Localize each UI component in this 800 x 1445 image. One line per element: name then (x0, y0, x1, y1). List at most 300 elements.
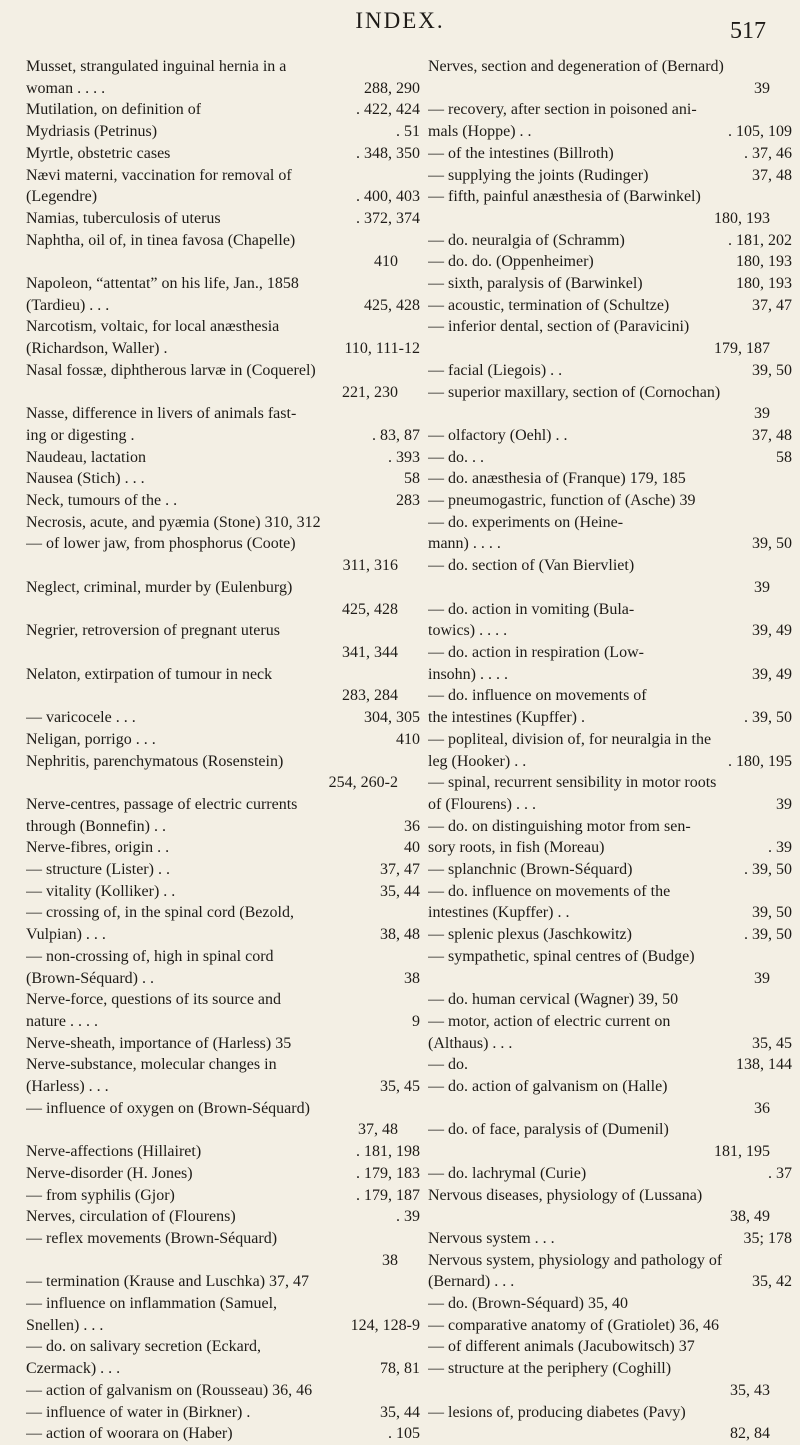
index-entry (428, 1358, 792, 1380)
index-entry (26, 1163, 420, 1185)
index-entry (428, 143, 792, 165)
index-entry (428, 1293, 792, 1315)
index-entry (428, 1185, 792, 1207)
entry-text: — do. action in vomiting (Bula- (428, 600, 635, 618)
entry-text: nature . . . . (26, 1012, 98, 1030)
entry-text: — influence of water in (Birkner) . (26, 1403, 251, 1421)
index-entry (26, 924, 420, 946)
entry-text: Negrier, retroversion of pregnant uterus (26, 622, 280, 640)
entry-page-refs: 283 (396, 492, 420, 510)
entry-text: — do. of face, paralysis of (Dumenil) (428, 1121, 669, 1139)
entry-text: leg (Hooker) . . (428, 752, 527, 770)
index-entry (428, 490, 792, 512)
index-entry (26, 946, 420, 968)
entry-text: — spinal, recurrent sensibility in motor roots (428, 774, 717, 792)
index-entry (26, 1011, 420, 1033)
entry-page-refs: . 105 (388, 1425, 420, 1443)
index-entry (428, 208, 792, 230)
entry-text: — varicocele . . . (26, 709, 136, 727)
index-entry (26, 555, 420, 577)
index-entry (26, 685, 420, 707)
index-entry (26, 165, 420, 187)
entry-text: Nerve-disorder (H. Jones) (26, 1164, 193, 1182)
entry-text: Musset, strangulated inguinal hernia in a (26, 58, 287, 75)
index-entry (26, 512, 420, 534)
entry-page-refs: 35, 42 (752, 1273, 792, 1291)
entry-text: (Brown-Séquard) . . (26, 969, 154, 987)
entry-text: Napoleon, “attentat” on his life, Jan., 1858 (26, 275, 299, 293)
index-entry (428, 642, 792, 664)
entry-page-refs: 311, 316 (342, 557, 398, 575)
entry-text: — influence of oxygen on (Brown-Séquard) (26, 1099, 310, 1117)
entry-text: — of lower jaw, from phosphorus (Coote) (26, 535, 296, 553)
entry-page-refs: . 179, 187 (356, 1186, 420, 1204)
entry-page-refs: 341, 344 (342, 643, 398, 661)
entry-text: woman . . . . (26, 79, 106, 97)
entry-text: Snellen) . . . (26, 1316, 104, 1334)
entry-text: — motor, action of electric current on (428, 1012, 671, 1030)
entry-page-refs: . 39, 50 (744, 926, 792, 944)
index-entry (26, 490, 420, 512)
index-entry (428, 707, 792, 729)
index-entry (428, 968, 792, 990)
entry-text: the intestines (Kupffer) . (428, 709, 585, 727)
entry-page-refs: 254, 260-2 (328, 774, 398, 792)
page-number: 517 (730, 18, 766, 44)
entry-text: — splanchnic (Brown-Séquard) (428, 861, 633, 879)
entry-text: Nervous diseases, physiology of (Lussana) (428, 1186, 703, 1204)
index-column-left (26, 56, 420, 1445)
entry-text: — vitality (Kolliker) . . (26, 882, 176, 900)
entry-page-refs: . 39, 50 (744, 709, 792, 727)
entry-text: — facial (Liegois) . . (428, 361, 563, 379)
index-entry (428, 1315, 792, 1337)
index-entry (428, 1076, 792, 1098)
entry-text: — influence on inflammation (Samuel, (26, 1295, 278, 1313)
entry-text: — from syphilis (Gjor) (26, 1186, 175, 1204)
entry-page-refs: 37, 48 (752, 166, 792, 184)
entry-text: (Tardieu) . . . (26, 296, 110, 314)
index-entry (26, 1336, 420, 1358)
entry-text: — do. influence on movements of (428, 687, 647, 705)
entry-page-refs: 410 (396, 730, 420, 748)
entry-text: (Richardson, Waller) . (26, 340, 168, 358)
entry-page-refs: 37, 48 (752, 426, 792, 444)
index-entry (26, 881, 420, 903)
index-entry (428, 989, 792, 1011)
index-entry (428, 1402, 792, 1424)
entry-text: — do. do. (Oppenheimer) (428, 253, 594, 271)
index-entry (428, 230, 792, 252)
entry-text: — do. human cervical (Wagner) 39, 50 (428, 991, 679, 1009)
index-entry (428, 403, 792, 425)
entry-page-refs: 39, 50 (752, 535, 792, 553)
index-entry (428, 555, 792, 577)
entry-text: — sixth, paralysis of (Barwinkel) (428, 275, 643, 293)
index-entry (428, 425, 792, 447)
entry-text: — do. experiments on (Heine- (428, 513, 624, 531)
index-entry (26, 251, 420, 273)
index-entry (428, 121, 792, 143)
entry-page-refs: 425, 428 (364, 296, 420, 314)
entry-text: — do. anæsthesia of (Franque) 179, 185 (428, 470, 686, 488)
index-entry (26, 729, 420, 751)
index-entry (26, 1402, 420, 1424)
entry-text: Mydriasis (Petrinus) (26, 123, 158, 141)
entry-text: towics) . . . . (428, 622, 508, 640)
index-entry (26, 78, 420, 100)
entry-text: — structure (Lister) . . (26, 861, 170, 879)
index-entry (26, 1076, 420, 1098)
index-entry (26, 989, 420, 1011)
entry-text: Namias, tuberculosis of uterus (26, 209, 221, 227)
index-entry (26, 902, 420, 924)
index-entry (26, 859, 420, 881)
entry-page-refs: 138, 144 (736, 1056, 792, 1074)
entry-page-refs: . 393 (388, 448, 420, 466)
index-entry (26, 1033, 420, 1055)
entry-text: — splenic plexus (Jaschkowitz) (428, 926, 632, 944)
entry-text: — do. neuralgia of (Schramm) (428, 231, 625, 249)
entry-text: ing or digesting . (26, 426, 135, 444)
index-entry (428, 1250, 792, 1272)
entry-page-refs: 38 (382, 1251, 398, 1269)
index-entry (428, 1336, 792, 1358)
entry-text: — do. section of (Van Biervliet) (428, 557, 635, 575)
index-entry (26, 837, 420, 859)
entry-page-refs: 124, 128-9 (350, 1316, 420, 1334)
entry-text: — of different animals (Jacubowitsch) 37 (428, 1338, 695, 1356)
entry-text: insohn) . . . . (428, 665, 508, 683)
index-entry (26, 56, 420, 78)
index-entry (26, 425, 420, 447)
index-entry (428, 751, 792, 773)
index-entry (26, 968, 420, 990)
index-entry (428, 902, 792, 924)
index-entry (428, 1423, 792, 1445)
entry-text: Nervous system, physiology and pathology of (428, 1251, 723, 1269)
index-entry (428, 295, 792, 317)
entry-page-refs: 36 (404, 817, 420, 835)
entry-text: (Harless) . . . (26, 1078, 109, 1096)
entry-text: mann) . . . . (428, 535, 501, 553)
entry-page-refs: . 348, 350 (356, 144, 420, 162)
index-entry (26, 577, 420, 599)
entry-page-refs: 58 (404, 470, 420, 488)
index-entry (428, 1119, 792, 1141)
entry-page-refs: 37, 48 (358, 1121, 398, 1139)
entry-page-refs: . 37 (768, 1164, 792, 1182)
entry-page-refs: 39 (754, 405, 770, 423)
entry-text: Nervous system . . . (428, 1229, 555, 1247)
index-entry (26, 664, 420, 686)
entry-text: Nausea (Stich) . . . (26, 470, 145, 488)
entry-text: Naphtha, oil of, in tinea favosa (Chapelle) (26, 231, 296, 249)
entry-page-refs: 9 (412, 1012, 420, 1030)
entry-text: — action of woorara on (Haber) (26, 1425, 233, 1443)
index-entry (26, 316, 420, 338)
entry-page-refs: . 39 (768, 839, 792, 857)
entry-page-refs: 35, 43 (730, 1381, 770, 1399)
entry-text: — lesions of, producing diabetes (Pavy) (428, 1403, 686, 1421)
entry-page-refs: 39 (754, 969, 770, 987)
index-entry (26, 403, 420, 425)
index-entry (428, 1011, 792, 1033)
entry-page-refs: 39 (754, 79, 770, 97)
entry-page-refs: 35, 44 (380, 882, 420, 900)
entry-text: Nephritis, parenchymatous (Rosenstein) (26, 752, 284, 770)
index-entry (26, 186, 420, 208)
entry-text: — superior maxillary, section of (Cornochan) (428, 383, 721, 401)
entry-text: Mutilation, on definition of (26, 101, 202, 119)
index-entry (26, 1206, 420, 1228)
entry-text: — fifth, painful anæsthesia of (Barwinkel) (428, 188, 701, 206)
index-entry (428, 729, 792, 751)
index-entry (26, 1315, 420, 1337)
index-entry (428, 859, 792, 881)
entry-text: — comparative anatomy of (Gratiolet) 36, 46 (428, 1316, 720, 1334)
entry-page-refs: 181, 195 (714, 1143, 770, 1161)
entry-page-refs: 283, 284 (342, 687, 398, 705)
entry-text: — supplying the joints (Rudinger) (428, 166, 649, 184)
entry-page-refs: 180, 193 (736, 275, 792, 293)
entry-page-refs: 40 (404, 839, 420, 857)
entry-page-refs: 39, 50 (752, 361, 792, 379)
entry-text: — do. action in respiration (Low- (428, 643, 644, 661)
index-entry (428, 56, 792, 78)
entry-text: Nelaton, extirpation of tumour in neck (26, 665, 273, 683)
entry-text: Neligan, porrigo . . . (26, 730, 156, 748)
entry-text: Narcotism, voltaic, for local anæsthesia (26, 318, 280, 336)
entry-text: — structure at the periphery (Coghill) (428, 1360, 672, 1378)
entry-text: — do. (428, 1056, 468, 1074)
entry-page-refs: 110, 111-12 (344, 340, 420, 358)
index-entry (428, 447, 792, 469)
entry-text: — non-crossing of, high in spinal cord (26, 947, 274, 965)
index-entry (428, 1271, 792, 1293)
entry-text: — termination (Krause and Luschka) 37, 47 (26, 1273, 310, 1291)
index-entry (26, 360, 420, 382)
entry-page-refs: 35, 45 (380, 1078, 420, 1096)
entry-page-refs: . 39 (396, 1208, 420, 1226)
index-entry (26, 751, 420, 773)
entry-text: Nerve-affections (Hillairet) (26, 1143, 202, 1161)
entry-text: — popliteal, division of, for neuralgia in the (428, 730, 712, 748)
index-entry (26, 1119, 420, 1141)
entry-page-refs: 180, 193 (714, 209, 770, 227)
index-entry (26, 1098, 420, 1120)
index-entry (26, 99, 420, 121)
index-entry (26, 1141, 420, 1163)
entry-page-refs: 39 (776, 795, 792, 813)
entry-page-refs: . 181, 198 (356, 1143, 420, 1161)
index-entry (428, 837, 792, 859)
entry-text: Nævi materni, vaccination for removal of (26, 166, 292, 184)
index-entry (428, 1033, 792, 1055)
entry-text: — inferior dental, section of (Paravicini) (428, 318, 690, 336)
index-entry (428, 577, 792, 599)
index-entry (428, 186, 792, 208)
entry-page-refs: 37, 47 (380, 861, 420, 879)
index-entry (26, 121, 420, 143)
index-entry (428, 685, 792, 707)
index-entry (428, 794, 792, 816)
index-entry (428, 360, 792, 382)
entry-page-refs: 425, 428 (342, 600, 398, 618)
index-entry (26, 230, 420, 252)
index-entry (26, 1228, 420, 1250)
index-entry (428, 382, 792, 404)
entry-text: — do. action of galvanism on (Halle) (428, 1078, 668, 1096)
entry-text: Myrtle, obstetric cases (26, 144, 171, 162)
entry-text: — do. lachrymal (Curie) (428, 1164, 587, 1182)
entry-text: Neck, tumours of the . . (26, 492, 178, 510)
entry-text: intestines (Kupffer) . . (428, 904, 570, 922)
entry-page-refs: 38, 48 (380, 926, 420, 944)
entry-text: mals (Hoppe) . . (428, 123, 532, 141)
entry-text: — do. influence on movements of the (428, 882, 671, 900)
index-entry (26, 794, 420, 816)
index-entry (26, 1380, 420, 1402)
index-entry (428, 1380, 792, 1402)
index-entry (26, 620, 420, 642)
entry-text: — crossing of, in the spinal cord (Bezold, (26, 904, 294, 922)
entry-page-refs: 36 (754, 1099, 770, 1117)
index-entry (428, 816, 792, 838)
index-entry (26, 338, 420, 360)
entry-page-refs: 39 (754, 578, 770, 596)
entry-text: — sympathetic, spinal centres of (Budge) (428, 947, 695, 965)
entry-page-refs: 58 (776, 448, 792, 466)
entry-page-refs: 82, 84 (730, 1425, 770, 1443)
entry-text: — do. on salivary secretion (Eckard, (26, 1338, 262, 1356)
index-entry (26, 1271, 420, 1293)
entry-text: (Legendre) (26, 188, 98, 206)
index-entry (26, 707, 420, 729)
index-entry (26, 772, 420, 794)
index-entry (26, 1293, 420, 1315)
index-entry (428, 772, 792, 794)
entry-text: Czermack) . . . (26, 1360, 121, 1378)
index-entry (26, 468, 420, 490)
entry-text: Nerve-centres, passage of electric currents (26, 795, 298, 813)
entry-text: — do. (Brown-Séquard) 35, 40 (428, 1295, 628, 1313)
index-entry (428, 468, 792, 490)
entry-text: — recovery, after section in poisoned ani- (428, 101, 697, 119)
index-entry (26, 1423, 420, 1445)
entry-text: — action of galvanism on (Rousseau) 36, 46 (26, 1381, 313, 1399)
entry-page-refs: . 372, 374 (356, 209, 420, 227)
entry-page-refs: . 105, 109 (728, 123, 792, 141)
index-entry (428, 664, 792, 686)
entry-text: Nerve-force, questions of its source and (26, 991, 282, 1009)
entry-page-refs: 35; 178 (743, 1229, 792, 1247)
index-entry (428, 78, 792, 100)
entry-page-refs: . 181, 202 (728, 231, 792, 249)
entry-text: (Althaus) . . . (428, 1034, 513, 1052)
entry-text: Nerves, section and degeneration of (Bernard) (428, 58, 724, 75)
index-column-right (428, 56, 792, 1445)
entry-text: — olfactory (Oehl) . . (428, 426, 568, 444)
index-entry (428, 599, 792, 621)
index-entry (26, 642, 420, 664)
entry-text: Nerve-fibres, origin . . (26, 839, 170, 857)
index-entry (428, 881, 792, 903)
index-entry (428, 1141, 792, 1163)
entry-text: Nerves, circulation of (Flourens) (26, 1208, 236, 1226)
entry-page-refs: . 400, 403 (356, 188, 420, 206)
index-entry (428, 1098, 792, 1120)
entry-page-refs: . 180, 195 (728, 752, 792, 770)
entry-text: — do. . . (428, 448, 484, 466)
entry-page-refs: . 422, 424 (356, 101, 420, 119)
entry-page-refs: 288, 290 (364, 79, 420, 97)
entry-text: Neglect, criminal, murder by (Eulenburg) (26, 578, 293, 596)
index-entry (428, 316, 792, 338)
entry-text: — pneumogastric, function of (Asche) 39 (428, 492, 696, 510)
index-entry (26, 273, 420, 295)
index-entry (428, 924, 792, 946)
entry-page-refs: 38, 49 (730, 1208, 770, 1226)
entry-page-refs: 180, 193 (736, 253, 792, 271)
index-entry (428, 251, 792, 273)
index-entry (26, 599, 420, 621)
entry-text: — acoustic, termination of (Schultze) (428, 296, 670, 314)
entry-text: Necrosis, acute, and pyæmia (Stone) 310, 312 (26, 513, 321, 531)
entry-page-refs: 38 (404, 969, 420, 987)
entry-page-refs: 35, 44 (380, 1403, 420, 1421)
entry-page-refs: 39, 49 (752, 665, 792, 683)
entry-text: of (Flourens) . . . (428, 795, 536, 813)
index-entry (428, 512, 792, 534)
index-entry (26, 208, 420, 230)
entry-page-refs: 179, 187 (714, 340, 770, 358)
index-entry (26, 816, 420, 838)
entry-text: — of the intestines (Billroth) (428, 144, 614, 162)
entry-text: through (Bonnefin) . . (26, 817, 166, 835)
entry-page-refs: . 179, 183 (356, 1164, 420, 1182)
index-entry (428, 1206, 792, 1228)
index-entry (26, 1358, 420, 1380)
entry-page-refs: 35, 45 (752, 1034, 792, 1052)
index-entry (428, 1054, 792, 1076)
entry-page-refs: 410 (374, 253, 398, 271)
entry-page-refs: 221, 230 (342, 383, 398, 401)
entry-text: Nerve-sheath, importance of (Harless) 35 (26, 1034, 292, 1052)
index-entry (428, 273, 792, 295)
entry-text: Nasal fossæ, diphtherous larvæ in (Coquerel) (26, 361, 316, 379)
index-entry (26, 295, 420, 317)
entry-page-refs: . 51 (396, 123, 420, 141)
entry-page-refs: . 39, 50 (744, 861, 792, 879)
entry-page-refs: 39, 49 (752, 622, 792, 640)
index-entry (26, 1185, 420, 1207)
index-entry (428, 165, 792, 187)
entry-text: — reflex movements (Brown-Séquard) (26, 1229, 278, 1247)
running-head-title: INDEX. (355, 8, 445, 33)
entry-text: (Bernard) . . . (428, 1273, 515, 1291)
entry-text: Nerve-substance, molecular changes in (26, 1056, 277, 1074)
index-entry (428, 620, 792, 642)
index-entry (26, 382, 420, 404)
entry-text: sory roots, in fish (Moreau) (428, 839, 605, 857)
entry-text: — do. on distinguishing motor from sen- (428, 817, 691, 835)
index-entry (428, 1163, 792, 1185)
entry-text: Nasse, difference in livers of animals fast- (26, 405, 297, 423)
index-entry (26, 533, 420, 555)
entry-page-refs: 37, 47 (752, 296, 792, 314)
entry-text: Naudeau, lactation (26, 448, 146, 466)
